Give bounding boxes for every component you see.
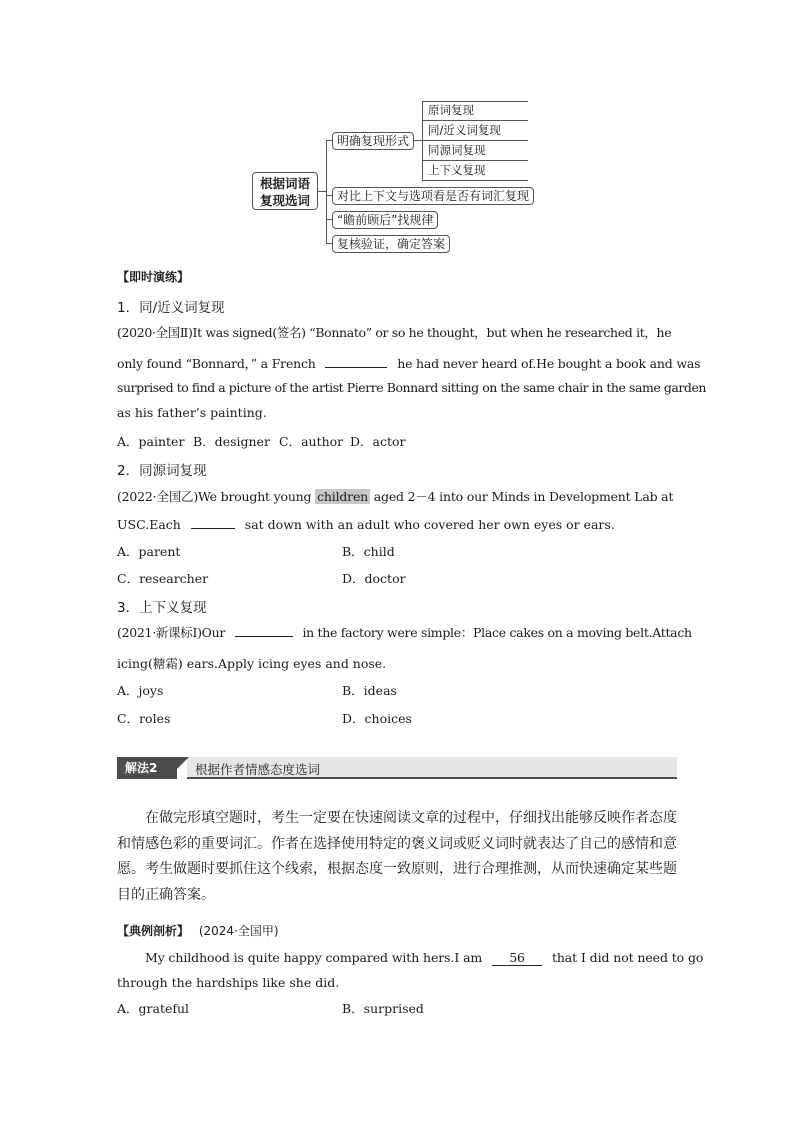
q3-title: 3．上下义复现 <box>117 600 207 616</box>
leaf-same-word: 原词复现 <box>428 103 474 117</box>
example-line2: through the hardships like she did. <box>117 975 340 990</box>
section-tag: 解法2 <box>117 757 177 779</box>
section-title: 根据作者情感态度选词 <box>195 762 321 777</box>
example-label: 【典例剖析】 <box>117 924 190 938</box>
example-heading <box>117 922 279 939</box>
q2-line2-end: sat down with an adult who covered her own eyes or ears. <box>244 517 615 532</box>
q3-option[interactable]: A．joys <box>117 683 164 698</box>
q3-option[interactable]: B．ideas <box>342 683 397 698</box>
q2-line1-start: (2022·全国乙)We brought young <box>117 489 312 504</box>
q2-option[interactable]: D．doctor <box>342 571 406 586</box>
q2-title: 2．同源词复现 <box>117 463 207 479</box>
q2-line1-end: aged 2－4 into our Minds in Development Lab at <box>373 489 674 504</box>
q1-title: 1．同/近义词复现 <box>117 300 225 316</box>
q2-option[interactable]: A．parent <box>117 544 181 559</box>
q3-line2: icing(糖霜) ears.Apply icing eyes and nose. <box>117 656 387 671</box>
q3-line1-start: (2021·新课标Ⅰ)Our <box>117 625 226 640</box>
example-line1-start: My childhood is quite happy compared with hers.I am <box>145 950 483 965</box>
mindmap-root-line1: 根据词语 <box>259 176 310 191</box>
q1-option[interactable]: A．painter <box>117 434 185 449</box>
practice-heading: 【即时演练】 <box>117 270 190 284</box>
highlighted-word: children <box>317 489 368 504</box>
connector <box>318 191 326 192</box>
answer-blank[interactable] <box>235 624 293 637</box>
q2-line2-start: USC.Each <box>117 517 181 532</box>
branch-pattern: “瞻前顾后”找规律 <box>332 211 438 229</box>
q3-line1 <box>117 623 692 641</box>
section-banner <box>117 757 677 779</box>
leaf-synonym: 同/近义词复现 <box>428 123 501 137</box>
q1-line2 <box>117 354 700 372</box>
leaf-hyponym: 上下义复现 <box>428 163 486 177</box>
q1-line2-end: he had never heard of.He bought a book and was <box>397 356 701 371</box>
q3-option[interactable]: D．choices <box>342 711 412 726</box>
mindmap-root <box>252 172 318 210</box>
q2-option[interactable]: B．child <box>342 544 395 559</box>
q1-line4: as his father’s painting. <box>117 405 267 420</box>
example-option[interactable]: A．grateful <box>117 1001 190 1016</box>
q1-option[interactable]: C．author <box>279 434 344 449</box>
answer-blank[interactable] <box>492 950 542 966</box>
leaf-rule <box>422 120 528 121</box>
example-source: (2024·全国甲) <box>198 924 279 938</box>
example-line1 <box>145 950 703 966</box>
q1-line2-start: only found “Bonnard，” a French <box>117 356 316 371</box>
connector <box>414 140 422 141</box>
q2-line2 <box>117 516 615 532</box>
branch-form: 明确复现形式 <box>332 132 414 150</box>
leaf-rule <box>422 140 528 141</box>
blank-number: 56 <box>509 950 525 965</box>
leaf-cognate: 同源词复现 <box>428 143 486 157</box>
q3-option[interactable]: C．roles <box>117 711 171 726</box>
q1-line3: surprised to find a picture of the artist Pierre Bonnard sitting on the same chair in the same garden <box>117 380 706 395</box>
q2-line1 <box>117 487 673 505</box>
q1-option[interactable]: D．actor <box>350 434 406 449</box>
branch-verify: 复核验证，确定答案 <box>332 235 450 253</box>
method-paragraph: 在做完形填空题时，考生一定要在快速阅读文章的过程中，仔细找出能够反映作者态度和情感色彩的重要词汇。作者在选择使用特定的褒义词或贬义词时就表达了自己的感情和意愿。考生做题时要抓住这个线索，根据态度一致原则，进行合理推测，从而快速确定某些题目的正确答案。 <box>117 810 677 903</box>
answer-blank[interactable] <box>191 516 235 529</box>
mindmap-root-line2: 复现选词 <box>259 193 310 208</box>
q2-option[interactable]: C．researcher <box>117 571 209 586</box>
branch-compare: 对比上下文与选项看是否有词汇复现 <box>332 187 534 205</box>
q1-option[interactable]: B．designer <box>193 434 270 449</box>
trunk-line <box>326 140 327 244</box>
q3-line1-end: in the factory were simple：Place cakes on a moving belt.Attach <box>302 625 692 640</box>
leaf-rule <box>422 180 528 181</box>
q1-line1: (2020·全国Ⅱ)It was signed(签名) “Bonnato” or so he thought，but when he researched it，he <box>117 325 672 340</box>
leaf-rule <box>422 160 528 161</box>
example-option[interactable]: B．surprised <box>342 1001 424 1016</box>
example-line1-end: that I did not need to go <box>551 950 704 965</box>
answer-blank[interactable] <box>325 355 387 368</box>
